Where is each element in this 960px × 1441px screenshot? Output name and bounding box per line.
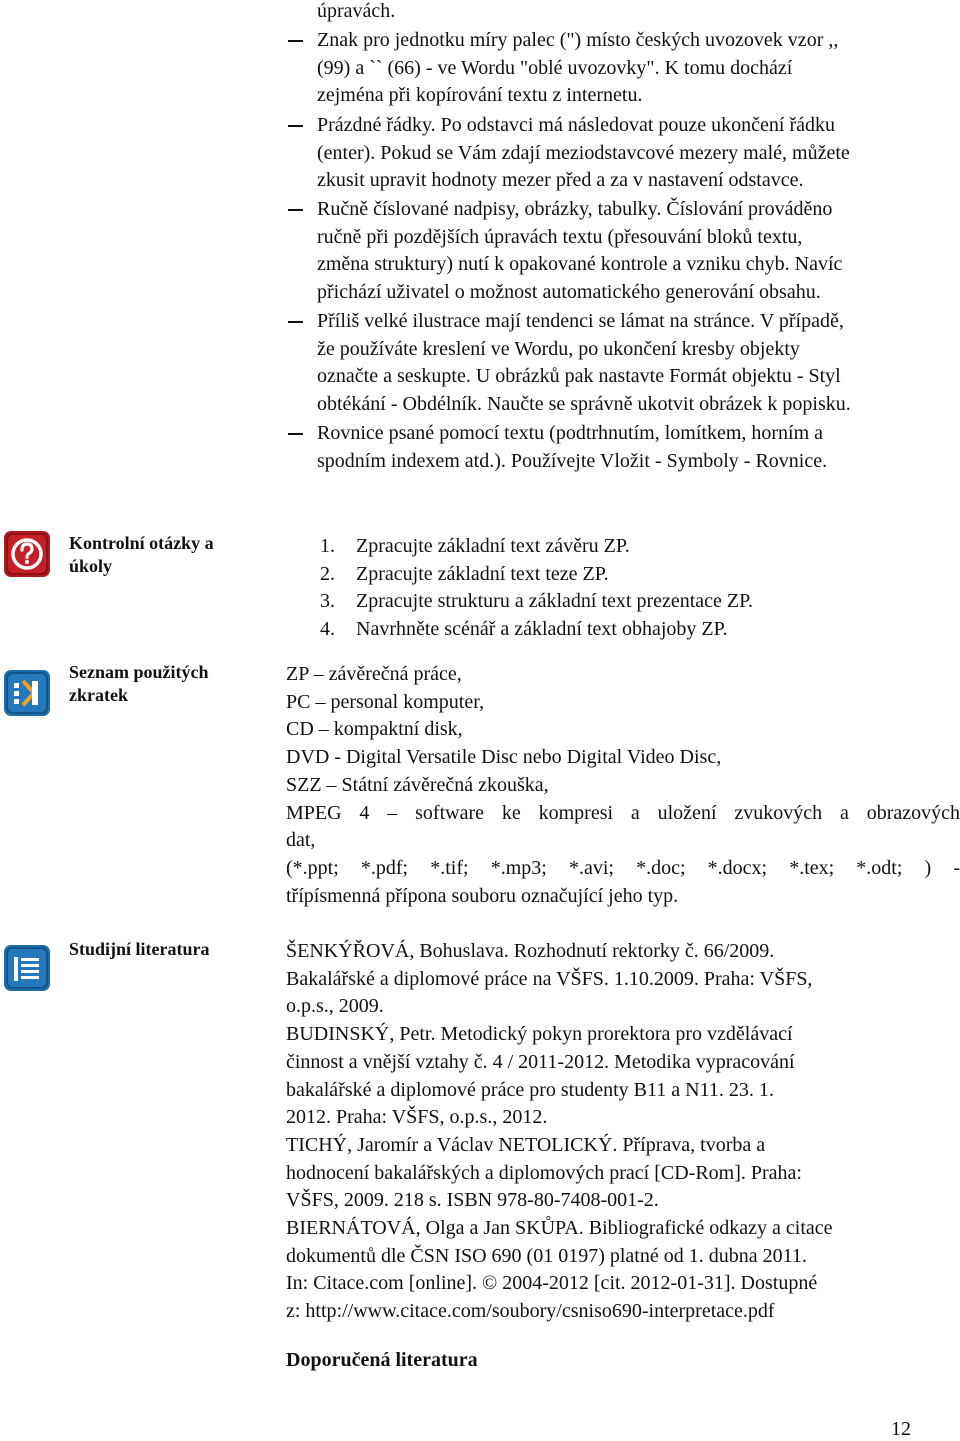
list-number: 4. [320, 617, 335, 640]
list-item [320, 588, 753, 616]
bullet-line: Ručně číslované nadpisy, obrázky, tabulky. Číslování prováděno [317, 198, 833, 220]
questions-list [320, 533, 753, 643]
reference-line: BIERNÁTOVÁ, Olga a Jan SKŮPA. Bibliografické odkazy a citace [286, 1217, 833, 1240]
reference-entry [286, 1132, 960, 1215]
reference-line: 2012. Praha: VŠFS, o.p.s., 2012. [286, 1106, 548, 1129]
list-number: 3. [320, 590, 335, 612]
section-label-line: úkoly [69, 556, 113, 576]
list-text: Navrhněte scénář a základní text obhajoby ZP. [356, 617, 728, 640]
reference-line: In: Citace.com [online]. © 2004-2012 [cit. 2012-01-31]. Dostupné [286, 1272, 818, 1295]
bullet-line: Prázdné řádky. Po odstavci má následovat pouze ukončení řádku [317, 114, 835, 136]
reference-entry [286, 938, 960, 1021]
dash-bullet [288, 321, 303, 323]
dash-bullet [288, 125, 303, 127]
abbreviation-line: SZZ – Státní závěrečná zkouška, [286, 773, 549, 796]
abbreviation-line: třípísmenná přípona souboru označující jeho typ. [286, 884, 679, 907]
reference-line: dokumentů dle ČSN ISO 690 (01 0197) platné od 1. dubna 2011. [286, 1244, 807, 1267]
section-label-line: Seznam použitých [69, 662, 209, 682]
bullet-line: změna struktury) nutí k opakované kontrole a vzniku chyb. Navíc [317, 253, 843, 275]
book-list-icon [4, 945, 50, 991]
bullet-line: Rovnice psané pomocí textu (podtrhnutím, lomítkem, horním a [317, 422, 824, 444]
abbreviation-line: (*.ppt; *.pdf; *.tif; *.mp3; *.avi; *.doc; *.docx; *.tex; *.odt; ) - [286, 856, 960, 879]
bullet-line: (99) a `` (66) - ve Wordu "oblé uvozovky". K tomu dochází [317, 56, 793, 79]
section-label-line: Studijní literatura [69, 939, 210, 959]
bullet-line: Znak pro jednotku míry palec (") místo českých uvozovek vzor ,, [317, 29, 839, 51]
list-item [320, 533, 753, 561]
bullet-line: Příliš velké ilustrace mají tendenci se lámat na stránce. V případě, [317, 310, 844, 332]
dash-bullet [288, 40, 303, 42]
bullet-line: přichází uživatel o možnost automatického generování obsahu. [317, 280, 821, 303]
list-number: 2. [320, 562, 335, 585]
continuation-text: úpravách. [317, 0, 396, 22]
reference-line: Bakalářské a diplomové práce na VŠFS. 1.10.2009. Praha: VŠFS, [286, 967, 813, 990]
reference-line: bakalářské a diplomové práce pro studenty B11 a N11. 23. 1. [286, 1078, 774, 1101]
page-number: 12 [891, 1418, 911, 1440]
abbreviation-line: DVD - Digital Versatile Disc nebo Digital Video Disc, [286, 746, 722, 769]
list-text: Zpracujte základní text závěru ZP. [356, 535, 630, 557]
bullet-line: (enter). Pokud se Vám zdají meziodstavcové mezery malé, můžete [317, 141, 850, 164]
abbreviations-block [286, 661, 960, 910]
list-text: Zpracujte základní text teze ZP. [356, 562, 609, 585]
list-number: 1. [320, 535, 335, 557]
reference-line: činnost a vnější vztahy č. 4 / 2011-2012. Metodika vypracování [286, 1050, 795, 1073]
bullet-line: zejména při kopírování textu z internetu. [317, 84, 643, 106]
section-label-questions [69, 532, 214, 578]
reference-line: hodnocení bakalářských a diplomových prací [CD-Rom]. Praha: [286, 1161, 802, 1184]
reference-line: o.p.s., 2009. [286, 995, 384, 1018]
bullet-line: spodním indexem atd.). Používejte Vložit - Symboly - Rovnice. [317, 449, 828, 472]
reference-line: BUDINSKÝ, Petr. Metodický pokyn prorektora pro vzdělávací [286, 1023, 793, 1046]
bullet-line: že používáte kreslení ve Wordu, po ukončení kresby objekty [317, 337, 800, 360]
bullet-line: zkusit upravit hodnoty mezer před a za v nastavení odstavce. [317, 169, 804, 191]
abbreviation-list-icon [4, 670, 50, 716]
list-item [320, 616, 753, 644]
question-icon [4, 531, 50, 577]
references-list [286, 938, 960, 1326]
abbreviation-line: CD – kompaktní disk, [286, 718, 463, 741]
section-label-abbreviations [69, 661, 209, 707]
reference-line: z: http://www.citace.com/soubory/csniso690-interpretace.pdf [286, 1300, 775, 1323]
dash-bullet [288, 209, 303, 211]
reference-line: TICHÝ, Jaromír a Václav NETOLICKÝ. Příprava, tvorba a [286, 1133, 766, 1156]
abbreviation-line: ZP – závěrečná práce, [286, 663, 462, 685]
abbreviation-line: PC – personal komputer, [286, 690, 485, 713]
abbreviation-line: dat, [286, 829, 316, 852]
section-label-line: Kontrolní otázky a [69, 533, 214, 553]
section-label-line: zkratek [69, 685, 128, 705]
abbreviation-line: MPEG 4 – software ke kompresi a uložení zvukových a obrazových [286, 801, 960, 824]
bullet-line: obtékání - Obdélník. Naučte se správně ukotvit obrázek k popisku. [317, 392, 851, 415]
section-label-literature [69, 938, 210, 961]
bullet-line: označte a seskupte. U obrázků pak nastavte Formát objektu - Styl [317, 365, 841, 387]
reference-entry [286, 1215, 960, 1326]
bullet-line: ručně při pozdějších úpravách textu (přesouvání bloků textu, [317, 225, 803, 248]
recommended-literature-heading: Doporučená literatura [286, 1349, 478, 1371]
reference-entry [286, 1021, 960, 1132]
reference-line: ŠENKÝŘOVÁ, Bohuslava. Rozhodnutí rektorky č. 66/2009. [286, 940, 775, 962]
list-item [320, 561, 753, 589]
list-text: Zpracujte strukturu a základní text prezentace ZP. [356, 590, 754, 612]
dash-bullet [288, 433, 303, 435]
reference-line: VŠFS, 2009. 218 s. ISBN 978-80-7408-001-2. [286, 1189, 659, 1212]
